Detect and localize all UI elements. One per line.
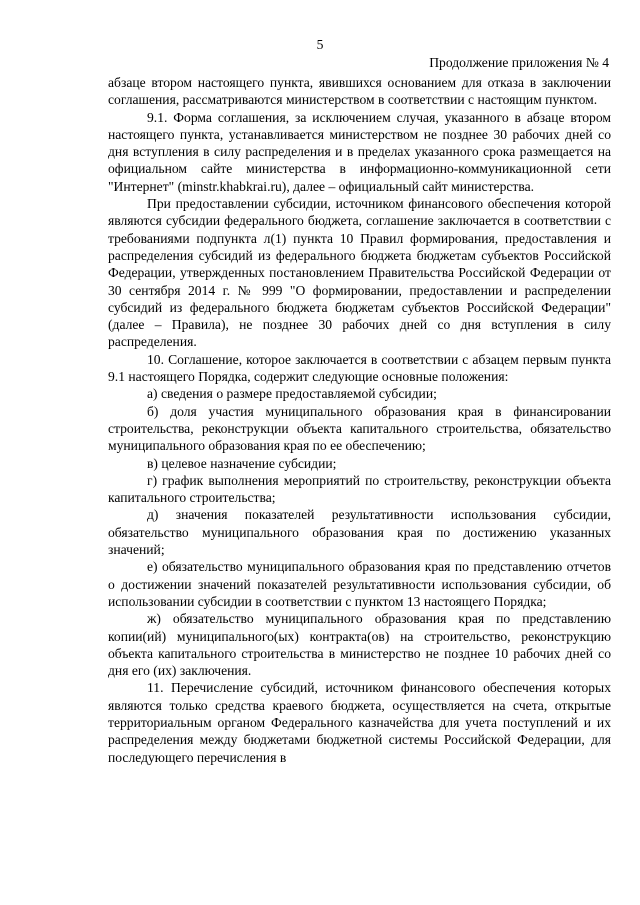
list-item-g: г) график выполнения мероприятий по строительству, реконструкции объекта капитального строительства; <box>108 472 611 506</box>
list-item-d: д) значения показателей результативности использования субсидии, обязательство муниципального образования края по достижению указанных значений; <box>108 507 611 558</box>
list-item-b: б) доля участия муниципального образования края в финансировании строительства, реконструкции объекта капитального строительства, обязательство муниципального образования края по ее обеспечению; <box>108 403 611 454</box>
paragraph-continuation: абзаце втором настоящего пункта, явившихся основанием для отказа в заключении соглашения, рассматриваются министерством в соответствии с настоящим пунктом. <box>108 75 611 108</box>
list-item-v: в) целевое назначение субсидии; <box>147 455 337 471</box>
document-body <box>108 74 611 766</box>
page-number: 5 <box>316 37 324 52</box>
paragraph-federal-subsidy: При предоставлении субсидии, источником финансового обеспечения которой являются субсидии федерального бюджета, соглашение заключается в соответствии с требованиями подпункта л(1) пункта 10 Правил формирования, предоставления и распределения субсидий из федерального бюджета бюджетам субъектов Российской Федерации, утвержденных постановлением Правительства Российской Федерации от 30 сентября 2014 г. № 999 "О формировании, предоставлении и распределении субсидий из федерального бюджета бюджетам субъектов Российской Федерации" (далее – Правила), не позднее 30 рабочих дней со дня вступления в силу распределения. <box>108 196 611 350</box>
appendix-continuation-note: Продолжение приложения № 4 <box>429 55 609 70</box>
paragraph-9-1: 9.1. Форма соглашения, за исключением случая, указанного в абзаце втором настоящего пункта, устанавливается министерством не позднее 30 рабочих дней со дня вступления в силу распределения и в пределах указанного срока размещается на официальном сайте министерства в информационно-коммуникационной сети "Интернет" (minstr.khabkrai.ru), далее – официальный сайт министерства. <box>108 109 611 194</box>
paragraph-10: 10. Соглашение, которое заключается в соответствии с абзацем первым пункта 9.1 настоящего Порядка, содержит следующие основные положения: <box>108 351 611 385</box>
list-item-e: е) обязательство муниципального образования края по представлению отчетов о достижении значений показателей результативности использования субсидии, об использовании субсидии в соответствии с пунктом 13 настоящего Порядка; <box>108 559 611 609</box>
list-item-zh: ж) обязательство муниципального образования края по представлению копии(ий) муниципального(ых) контракта(ов) на строительство, реконструкцию объекта капитального строительства в министерство не позднее 10 рабочих дней со дня его (их) заключения. <box>108 611 611 679</box>
list-item-a: а) сведения о размере предоставляемой субсидии; <box>147 386 437 402</box>
paragraph-11: 11. Перечисление субсидий, источником финансового обеспечения которых являются только средства краевого бюджета, осуществляется на счета, открытые территориальным органом Федерального казначейства для учета поступлений и их распределения между бюджетами бюджетной системы Российской Федерации, для последующего перечисления в <box>108 680 611 765</box>
